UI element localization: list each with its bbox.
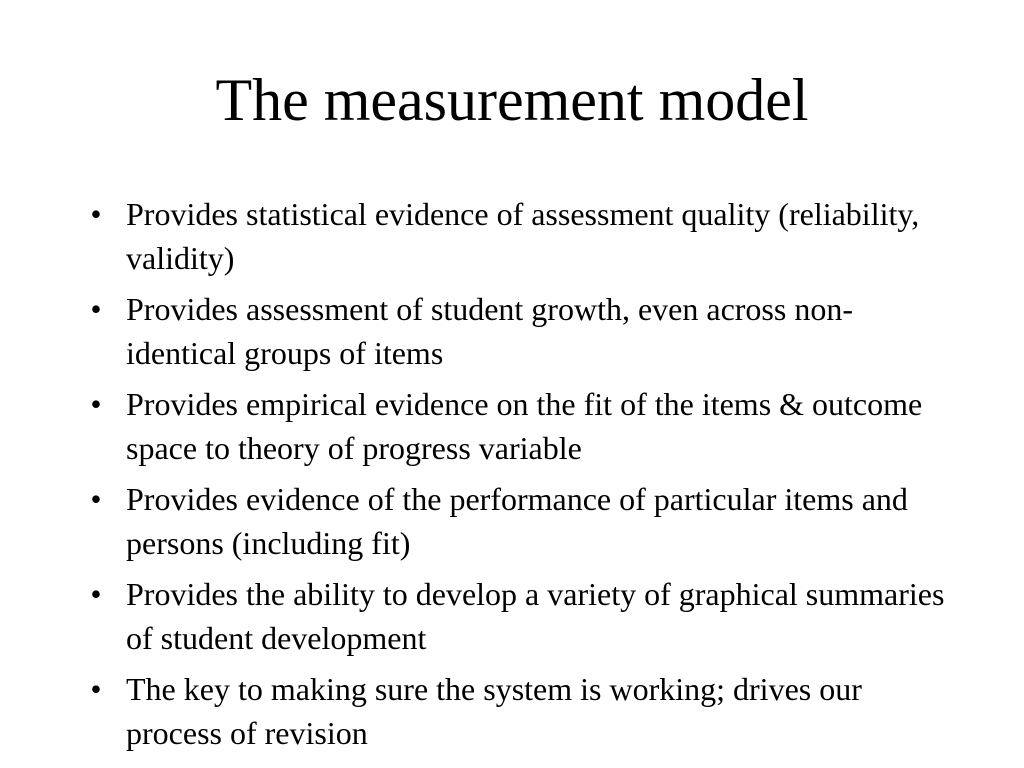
bullet-text: Provides evidence of the performance of particular items and persons (including fit)	[126, 481, 908, 561]
bullet-item	[86, 572, 946, 660]
bullet-icon: •	[90, 481, 102, 517]
bullet-text: Provides empirical evidence on the fit of the items & outcome space to theory of progress variable	[126, 386, 923, 466]
bullet-item	[86, 192, 946, 280]
slide-title: The measurement model	[215, 67, 809, 133]
bullet-item	[86, 477, 946, 565]
bullet-list	[86, 192, 946, 762]
bullet-icon: •	[90, 196, 102, 232]
bullet-text: Provides the ability to develop a variety of graphical summaries of student development	[126, 576, 945, 656]
bullet-text: Provides statistical evidence of assessment quality (reliability, validity)	[126, 196, 920, 276]
bullet-text: The key to making sure the system is working; drives our process of revision	[126, 671, 862, 751]
bullet-text: Provides assessment of student growth, even across non-identical groups of items	[126, 291, 853, 371]
bullet-icon: •	[90, 576, 102, 612]
bullet-item	[86, 382, 946, 470]
bullet-icon: •	[90, 671, 102, 707]
bullet-icon: •	[90, 386, 102, 422]
bullet-item	[86, 287, 946, 375]
bullet-icon: •	[90, 291, 102, 327]
bullet-item	[86, 667, 946, 755]
